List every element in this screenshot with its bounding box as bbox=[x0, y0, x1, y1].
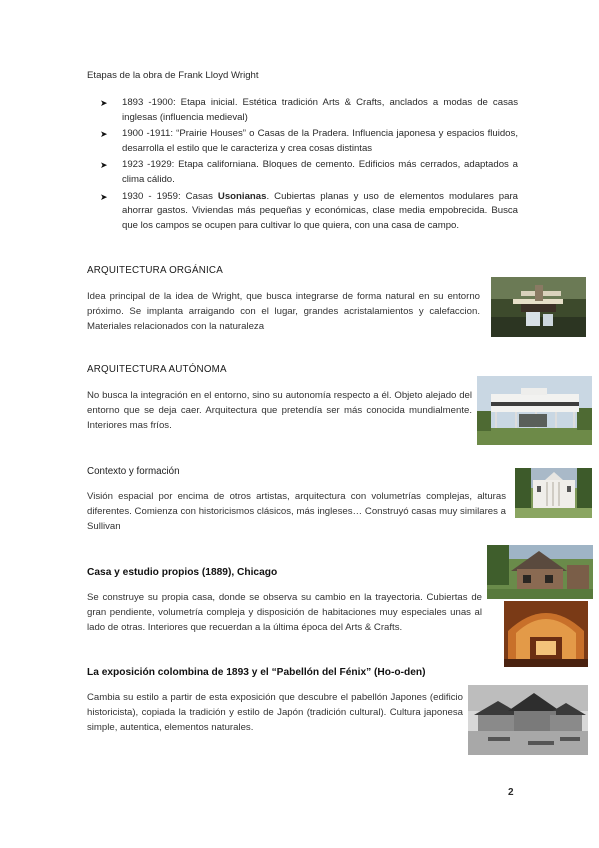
classical-house-photo bbox=[515, 468, 592, 518]
villa-savoye-photo bbox=[477, 376, 592, 445]
section-text-casa: Se construye su propia casa, donde se observa su cambio en la trayectoria. Cubiertas de gran pendiente, volumetría compleja y disposición de habitaciones muy especiales unas al lado de otras. Interiores que recuerdan a la última época del Arts & Crafts. bbox=[87, 592, 482, 633]
list-item-text: 1893 -1900: Etapa inicial. Estética tradición Arts & Crafts, anclados a modas de casas inglesas (influencia medieval) bbox=[122, 97, 518, 123]
section-title-contexto: Contexto y formación bbox=[87, 466, 180, 477]
section-text-autonoma: No busca la integración en el entorno, sino su autonomía respecto a él. Objeto alejado del entorno que se deja caer. Arquitectura que pretendía ser más conocida mundialmente. Interiores mas fríos. bbox=[87, 390, 472, 431]
section-title-autonoma: ARQUITECTURA AUTÓNOMA bbox=[87, 364, 227, 375]
arrow-bullet-icon: ➤ bbox=[100, 129, 108, 140]
list-item bbox=[100, 190, 518, 234]
section-text-exposicion: Cambia su estilo a partir de esta exposición que descubre el pabellón Japones (edificio historicista), copiada la tradición y estilo de Japón (tradición cultural). Cultura japonesa simple, autentica, elementos naturales. bbox=[87, 692, 463, 733]
page-number: 2 bbox=[508, 787, 514, 798]
arrow-bullet-icon: ➤ bbox=[100, 191, 108, 202]
section-text-contexto: Visión espacial por encima de otros artistas, arquitectura con volumetrías complejas, alturas diferentes. Comienza con historicismos clásicos, más ingleses… Construyó casas muy similares a Sullivan bbox=[87, 491, 506, 532]
ho-o-den-pavilion-photo bbox=[468, 685, 588, 755]
list-item bbox=[100, 127, 518, 156]
wright-home-exterior-photo bbox=[487, 545, 593, 599]
list-item-text: 1923 -1929: Etapa californiana. Bloques de cemento. Edificios más cerrados, adaptados a clima cálido. bbox=[122, 159, 518, 185]
arrow-bullet-icon: ➤ bbox=[100, 98, 108, 108]
list-item-text: 1900 -1911: “Prairie Houses” o Casas de la Pradera. Influencia japonesa y espacios fluidos, desarrolla el estilo que le caracteriza y crea cosas distintas bbox=[122, 128, 518, 154]
list-item-text: . Cubiertas planas y uso de elementos modulares para ahorrar gastos. Viviendas más pequeñas y económicas, clase media empobrecida. Busca que los campos se ocupen para cultivar lo que quiera, con una casa de campo. bbox=[122, 190, 518, 231]
arrow-bullet-icon: ➤ bbox=[100, 160, 108, 171]
section-title-casa: Casa y estudio propios (1889), Chicago bbox=[87, 567, 278, 578]
list-item bbox=[100, 96, 518, 125]
intro-heading: Etapas de la obra de Frank Lloyd Wright bbox=[87, 70, 259, 81]
wright-home-interior-photo bbox=[504, 601, 588, 667]
section-title-exposicion: La exposición colombina de 1893 y el “Pabellón del Fénix” (Ho-o-den) bbox=[87, 667, 426, 678]
list-item bbox=[100, 158, 518, 187]
stages-list bbox=[100, 96, 518, 235]
list-item-bold-text: Usonianas bbox=[217, 190, 267, 202]
section-title-organica: ARQUITECTURA ORGÁNICA bbox=[87, 265, 223, 276]
fallingwater-photo bbox=[491, 277, 586, 337]
list-item-text: 1930 - 1959: Casas bbox=[122, 190, 218, 202]
section-text-organica: Idea principal de la idea de Wright, que busca integrarse de forma natural en su entorno próximo. Se implanta arraigando con el lugar, grandes acristalamientos y calefaccion. Materiales relacionados con la naturaleza bbox=[87, 291, 480, 332]
